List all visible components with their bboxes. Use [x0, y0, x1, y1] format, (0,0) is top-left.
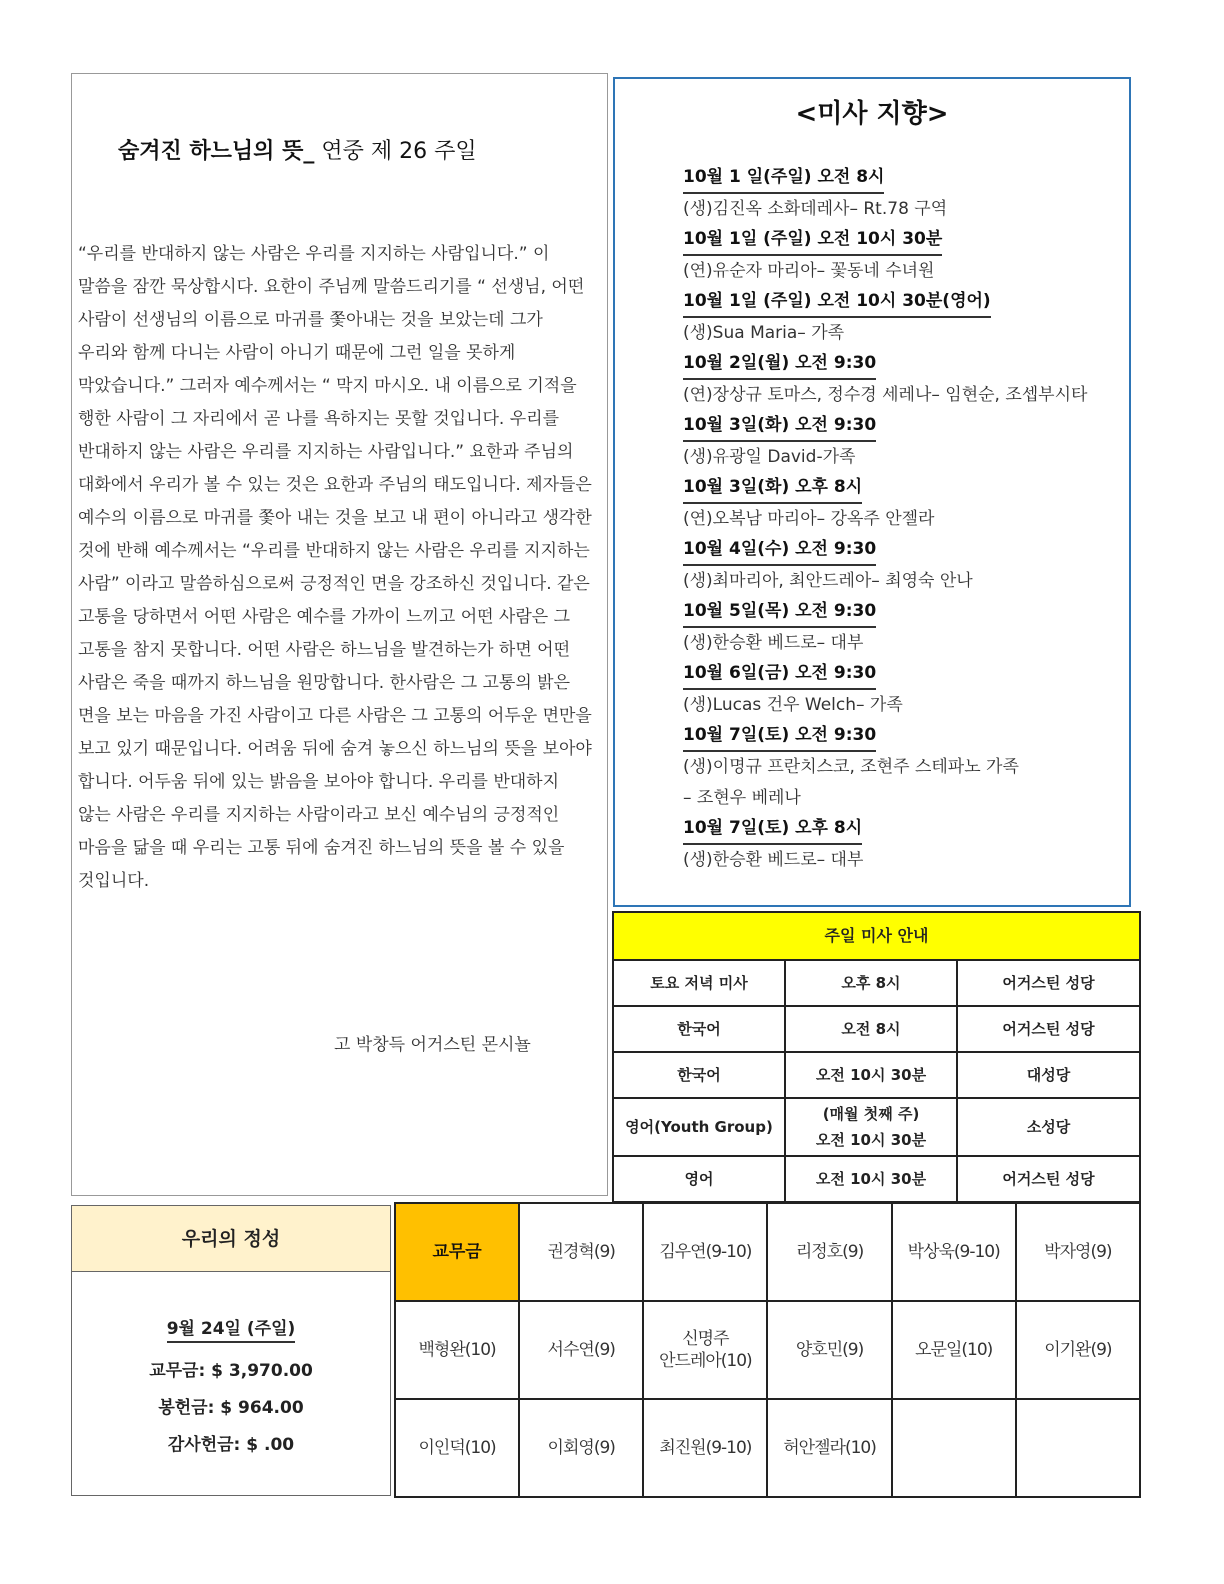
empty-cell [1016, 1399, 1140, 1497]
donor-name: 김우연(9-10) [643, 1203, 767, 1301]
mass-intentions-list [683, 163, 1123, 876]
intention-item [683, 473, 1123, 535]
mass-type-cell: 영어(Youth Group) [613, 1098, 785, 1156]
intention-desc: (생)최마리아, 최안드레아– 최영숙 안나 [683, 571, 973, 591]
mass-time-line2: 오전 10시 30분 [815, 1131, 927, 1149]
donor-name: 이기완(9) [1016, 1301, 1140, 1399]
intention-item [683, 225, 1123, 287]
donor-name: 권경혁(9) [519, 1203, 643, 1301]
donor-name: 백형완(10) [395, 1301, 519, 1399]
offering-line-dues: 교무금: $ 3,970.00 [149, 1361, 313, 1381]
sunday-mass-header: 주일 미사 안내 [613, 912, 1140, 960]
intention-item [683, 411, 1123, 473]
donors-label: 교무금 [395, 1203, 519, 1301]
mass-time-cell: 오전 10시 30분 [785, 1156, 957, 1202]
donor-name: 최진원(9-10) [643, 1399, 767, 1497]
reflection-author: 고 박창득 어거스틴 몬시뇰 [334, 1035, 531, 1055]
reflection-body: “우리를 반대하지 않는 사람은 우리를 지지하는 사람입니다.” 이 말씀을 잠깐 묵상합시다. 요한이 주님께 말씀드리기를 “ 선생님, 어떤 사람이 선생님의 이름으로 마귀를 쫓아내는 것을 보았는데 그가 우리와 함께 다니는 사람이 아니기 때문에 그런 일을 못하게 막았습니다.” 그러자 예수께서는 “ 막지 마시오. 내 이름으로 기적을 행한 사람이 그 자리에서 곧 나를 욕하지는 못할 것입니다. 우리를 반대하지 않는 사람은 우리를 지지하는 사람입니다.” 요한과 주님의 대화에서 우리가 볼 수 있는 것은 요한과 주님의 태도입니다. 제자들은 예수의 이름으로 마귀를 쫓아 내는 것을 보고 내 편이 아니라고 생각한 것에 반해 예수께서는 “우리를 반대하지 않는 사람은 우리를 지지하는 사람” 이라고 말씀하심으로써 긍정적인 면을 강조하신 것입니다. 같은 고통을 당하면서 어떤 사람은 예수를 가까이 느끼고 어떤 사람은 그 고통을 참지 못합니다. 어떤 사람은 하느님을 발견하는가 하면 어떤 사람은 죽을 때까지 하느님을 원망합니다. 한사람은 그 고통의 밝은 면을 보는 마음을 가진 사람이고 다른 사람은 그 고통의 어두운 면만을 보고 있기 때문입니다. 어려움 뒤에 숨겨 놓으신 하느님의 뜻을 보아야 합니다. 어두움 뒤에 있는 밝음을 보아야 합니다. 우리를 반대하지 않는 사람은 우리를 지지하는 사람이라고 보신 예수님의 긍정적인 마음을 닮을 때 우리는 고통 뒤에 숨겨진 하느님의 뜻을 볼 수 있을 것입니다. [78, 244, 592, 891]
donor-name: 이회영(9) [519, 1399, 643, 1497]
intention-date: 10월 2일(월) 오전 9:30 [683, 349, 876, 380]
mass-place-cell: 어거스틴 성당 [957, 1156, 1140, 1202]
intention-desc: (생)Sua Maria– 가족 [683, 323, 845, 343]
intention-desc-continued: – 조현우 베레나 [683, 788, 801, 808]
intention-item [683, 349, 1123, 411]
intention-item [683, 163, 1123, 225]
intention-date: 10월 1일 (주일) 오전 10시 30분 [683, 225, 942, 256]
mass-intentions-box [613, 77, 1131, 907]
offering-body [72, 1272, 390, 1464]
mass-time-line1: (매월 첫째 주) [822, 1105, 920, 1123]
empty-cell [892, 1399, 1016, 1497]
offering-line-collection: 봉헌금: $ 964.00 [158, 1398, 304, 1418]
intention-date: 10월 5일(목) 오전 9:30 [683, 597, 876, 628]
mass-intentions-heading: <미사 지향> [795, 99, 949, 129]
table-row [395, 1399, 1140, 1497]
donor-name: 서수연(9) [519, 1301, 643, 1399]
donor-name: 리정호(9) [767, 1203, 891, 1301]
intention-date: 10월 3일(화) 오전 9:30 [683, 411, 876, 442]
intention-desc: (생)이명규 프란치스코, 조현주 스테파노 가족 [683, 757, 1019, 777]
offering-box [71, 1205, 391, 1496]
intention-date: 10월 4일(수) 오전 9:30 [683, 535, 876, 566]
offering-line-thanksgiving: 감사헌금: $ .00 [167, 1435, 295, 1455]
intention-item [683, 535, 1123, 597]
intention-item [683, 659, 1123, 721]
intention-item [683, 597, 1123, 659]
intention-item [683, 721, 1123, 814]
mass-time-cell: 오후 8시 [785, 960, 957, 1006]
reflection-box [71, 73, 608, 1196]
table-row [395, 1301, 1140, 1399]
mass-time-cell: 오전 8시 [785, 1006, 957, 1052]
mass-place-cell: 소성당 [957, 1098, 1140, 1156]
mass-place-cell: 어거스틴 성당 [957, 1006, 1140, 1052]
intention-item [683, 287, 1123, 349]
intention-desc: (연)장상규 토마스, 정수경 세레나– 임현순, 조셉부시타 [683, 385, 1088, 405]
donor-name: 오문일(10) [892, 1301, 1016, 1399]
intention-date: 10월 6일(금) 오전 9:30 [683, 659, 876, 690]
donor-name: 박자영(9) [1016, 1203, 1140, 1301]
intention-date: 10월 1 일(주일) 오전 8시 [683, 163, 884, 194]
offering-header: 우리의 정성 [72, 1206, 390, 1272]
mass-type-cell: 토요 저녁 미사 [613, 960, 785, 1006]
reflection-title [118, 134, 477, 165]
intention-date: 10월 1일 (주일) 오전 10시 30분(영어) [683, 287, 991, 318]
mass-place-cell: 어거스틴 성당 [957, 960, 1140, 1006]
intention-desc: (연)유순자 마리아– 꽃동네 수녀원 [683, 261, 935, 281]
mass-time-cell [785, 1098, 957, 1156]
table-row [613, 1006, 1140, 1052]
mass-place-cell: 대성당 [957, 1052, 1140, 1098]
mass-type-cell: 한국어 [613, 1052, 785, 1098]
reflection-title-rest: 연중 제 26 주일 [314, 139, 477, 164]
sunday-mass-table [612, 911, 1141, 1203]
intention-desc: (연)오복남 마리아– 강옥주 안젤라 [683, 509, 935, 529]
intention-desc: (생)김진옥 소화데레사– Rt.78 구역 [683, 199, 948, 219]
intention-date: 10월 7일(토) 오후 8시 [683, 814, 862, 845]
intention-date: 10월 3일(화) 오후 8시 [683, 473, 862, 504]
intention-date: 10월 7일(토) 오전 9:30 [683, 721, 876, 752]
donor-name: 허안젤라(10) [767, 1399, 891, 1497]
donor-name-line2: 안드레아(10) [659, 1351, 752, 1371]
intention-desc: (생)Lucas 건우 Welch– 가족 [683, 695, 903, 715]
table-row [395, 1203, 1140, 1301]
donors-table [394, 1202, 1141, 1498]
mass-time-cell: 오전 10시 30분 [785, 1052, 957, 1098]
table-row [613, 1052, 1140, 1098]
table-row [613, 960, 1140, 1006]
donor-name: 이인덕(10) [395, 1399, 519, 1497]
mass-type-cell: 영어 [613, 1156, 785, 1202]
donor-name: 양호민(9) [767, 1301, 891, 1399]
intention-desc: (생)한승환 베드로– 대부 [683, 633, 864, 653]
intention-desc: (생)한승환 베드로– 대부 [683, 850, 864, 870]
intention-item [683, 814, 1123, 876]
donor-name: 박상욱(9-10) [892, 1203, 1016, 1301]
intention-desc: (생)유광일 David-가족 [683, 447, 856, 467]
donor-name [643, 1301, 767, 1399]
donor-name-line1: 신명주 [682, 1329, 729, 1349]
reflection-title-bold: 숨겨진 하느님의 뜻_ [118, 139, 315, 164]
mass-type-cell: 한국어 [613, 1006, 785, 1052]
table-row [613, 1156, 1140, 1202]
table-row [613, 1098, 1140, 1156]
offering-date: 9월 24일 (주일) [167, 1317, 296, 1343]
